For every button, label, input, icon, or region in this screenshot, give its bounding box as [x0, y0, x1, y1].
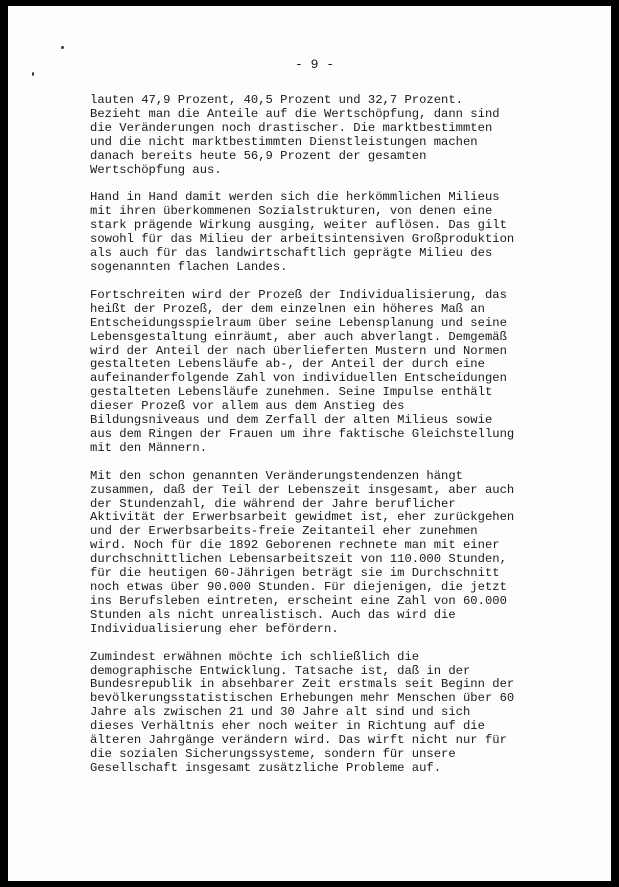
document-page	[8, 6, 611, 881]
text-line: der Stundenzahl, die während der Jahre beruflicher	[90, 496, 456, 511]
text-line: und der Erwerbsarbeits-freie Zeitanteil eher zunehmen	[90, 524, 478, 539]
text-line: bevölkerungsstatistischen Erhebungen mehr Menschen über 60	[90, 691, 515, 706]
text-line: Stunden als nicht unrealistisch. Auch das wird die	[90, 607, 456, 622]
text-line: zusammen, daß der Teil der Lebenszeit insgesamt, aber auch	[90, 482, 515, 497]
text-line: gestalteten Lebensläufe ab-, der Anteil der durch eine	[90, 357, 485, 372]
text-line: aus dem Ringen der Frauen um ihre faktische Gleichstellung	[90, 426, 515, 441]
text-line: gestalteten Lebensläufe zunehmen. Seine Impulse enthält	[90, 385, 493, 400]
text-line: aufeinanderfolgende Zahl von individuellen Entscheidungen	[90, 371, 507, 386]
paragraph	[90, 191, 610, 274]
text-line: Hand in Hand damit werden sich die herkömmlichen Milieus	[90, 190, 500, 205]
text-line: Lebensgestaltung einräumt, aber auch abverlangt. Demgemäß	[90, 329, 507, 344]
text-line: Fortschreiten wird der Prozeß der Individualisierung, das	[90, 287, 507, 302]
text-line: als auch für das landwirtschaftlich geprägte Milieu des	[90, 246, 493, 261]
body-text	[90, 94, 610, 790]
text-line: stark prägende Wirkung ausging, weiter auflösen. Das gilt	[90, 218, 507, 233]
text-line: durchschnittlichen Lebensarbeitszeit von 110.000 Stunden,	[90, 552, 507, 567]
text-line: Individualisierung eher befördern.	[90, 621, 339, 636]
text-line: für die heutigen 60-Jährigen beträgt sie im Durchschnitt	[90, 566, 500, 581]
text-line: die Veränderungen noch drastischer. Die marktbestimmten	[90, 120, 493, 135]
text-line: dieser Prozeß vor allem aus dem Anstieg des	[90, 399, 405, 414]
text-line: wird. Noch für die 1892 Geborenen rechnete man mit einer	[90, 538, 500, 553]
text-line: ins Berufsleben eintreten, erscheint eine Zahl von 60.000	[90, 593, 507, 608]
text-line: Bildungsniveaus und dem Zerfall der alten Milieus sowie	[90, 413, 493, 428]
scan-speck	[32, 72, 34, 76]
text-line: danach bereits heute 56,9 Prozent der gesamten	[90, 148, 427, 163]
paragraph	[90, 94, 610, 177]
text-line: demographische Entwicklung. Tatsache ist, daß in der	[90, 663, 471, 678]
text-line: älteren Jahrgänge verändern wird. Das wirft nicht nur für	[90, 733, 507, 748]
text-line: Wertschöpfung aus.	[90, 162, 222, 177]
text-line: Aktivität der Erwerbsarbeit gewidmet ist, eher zurückgehen	[90, 510, 515, 525]
text-line: Bundesrepublik in absehbarer Zeit erstmals seit Beginn der	[90, 677, 515, 692]
text-line: Entscheidungsspielraum über seine Lebensplanung und seine	[90, 315, 507, 330]
text-line: noch etwas über 90.000 Stunden. Für diejenigen, die jetzt	[90, 580, 507, 594]
text-line: mit ihren überkommenen Sozialstrukturen, von denen eine	[90, 204, 493, 219]
text-line: Zumindest erwähnen möchte ich schließlich die	[90, 649, 420, 664]
text-line: Bezieht man die Anteile auf die Wertschöpfung, dann sind	[90, 106, 500, 121]
text-line: Gesellschaft insgesamt zusätzliche Probleme auf.	[90, 760, 442, 775]
scan-speck	[61, 46, 64, 49]
text-line: dieses Verhältnis eher noch weiter in Richtung auf die	[90, 719, 485, 734]
text-line: sogenannten flachen Landes.	[90, 259, 288, 274]
text-line: heißt der Prozeß, der dem einzelnen ein höheres Maß an	[90, 301, 485, 316]
text-line: sowohl für das Milieu der arbeitsintensiven Großproduktion	[90, 232, 515, 247]
text-line: und die nicht marktbestimmten Dienstleistungen machen	[90, 134, 478, 149]
paragraph	[90, 651, 610, 776]
text-line: lauten 47,9 Prozent, 40,5 Prozent und 32,7 Prozent.	[90, 93, 463, 107]
paragraph	[90, 289, 610, 456]
paragraph	[90, 470, 610, 637]
text-line: Mit den schon genannten Veränderungstendenzen hängt	[90, 468, 463, 483]
page-number: - 9 -	[295, 57, 335, 72]
text-line: die sozialen Sicherungssysteme, sondern für unsere	[90, 746, 456, 761]
text-line: wird der Anteil der nach überlieferten Mustern und Normen	[90, 343, 507, 358]
text-line: Jahre als zwischen 21 und 30 Jahre alt sind und sich	[90, 705, 471, 720]
text-line: mit den Männern.	[90, 440, 208, 455]
